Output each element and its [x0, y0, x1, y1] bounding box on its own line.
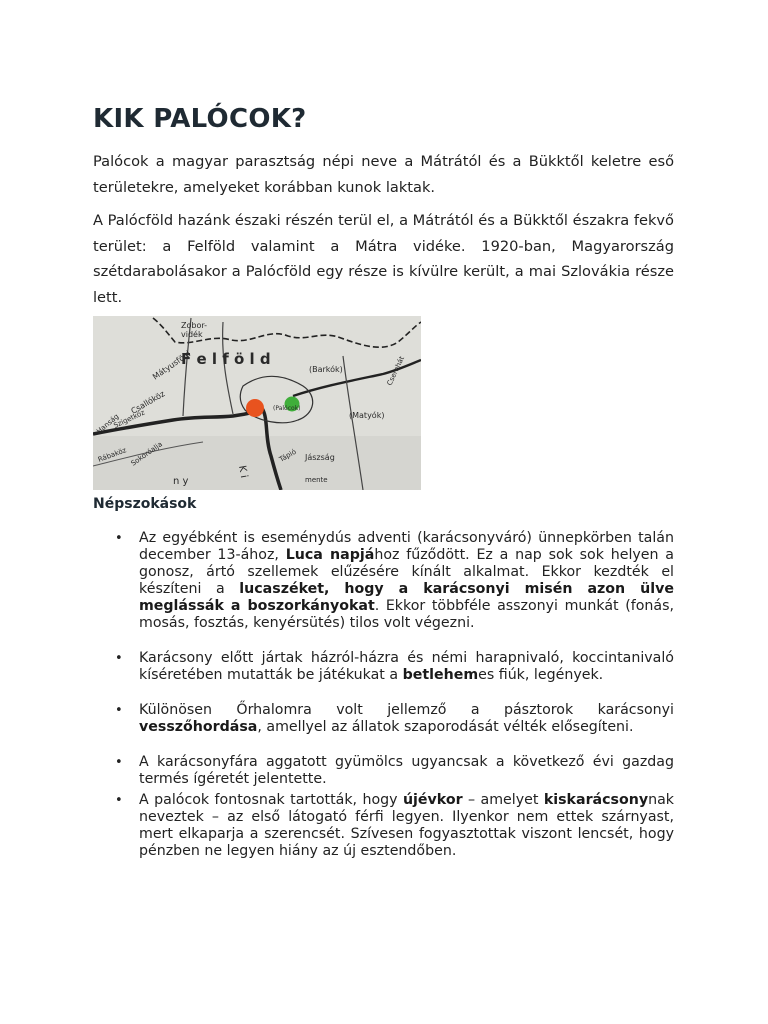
palocfold-paragraph: A Palócföld hazánk északi részén terül el, a Mátrától és a Bükktől északra fekvő terület: a Felföld valamint a Mátra vidéke. 1920-ban, Magyarország szétdarabolásakor a Palócföld egy része is kívülre került, a mai Szlovákia része lett. — [93, 212, 674, 306]
map-label-szigetkoz: Szigetköz — [112, 408, 147, 430]
page-title: KIK PALÓCOK? — [93, 104, 307, 134]
list-item: • Az egyébként is eseménydús adventi (karácsonyváró) ünnepkörben talán december 13-ához, Luca napjához fűződött. Ez a nap sok sok helyen a gonosz, ártó szellemek elűzésére kínált alkalmat. Ekkor kezdték el készíteni a lucaszéket, hogy a karácsonyi misén azon ülve meglássák a boszorkányokat. Ekkor többféle asszonyi munkát (fonás, mosás, fosztás, kenyérsütés) tilos volt végezni. — [93, 530, 674, 632]
map-label-hansag: Hanság — [95, 412, 121, 436]
map-label-matyusfold: Mátyusföld — [150, 349, 193, 382]
map-label-csallokoz: Csallóköz — [129, 389, 167, 416]
map-label-ny: n y — [173, 476, 189, 487]
palocfold-map-image — [93, 316, 421, 490]
customs-list — [93, 530, 674, 860]
map-label-matyok: (Matyók) — [349, 411, 385, 420]
map-label-tapio: Tápió — [278, 447, 298, 464]
map-label-zobor: Zobor- — [181, 321, 208, 330]
map-label-videk: vidék — [181, 330, 203, 339]
section-heading: Népszokások — [93, 496, 197, 512]
map-label-felfold: F e l f ö l d — [181, 350, 271, 368]
list-item: • A palócok fontosnak tartották, hogy újévkor – amelyet kiskarácsonynak neveztek – az első látogató férfi legyen. Ilyenkor nem ettek szárnyast, mert elkaparja a szerencsét. Szívesen fogyasztottak viszont lencsét, hogy pénzben ne legyen hiány az új esztendőben. — [93, 792, 674, 860]
intro-paragraph: Palócok a magyar parasztság népi neve a Mátrától és a Bükktől keletre eső területekre, amelyeket korábban kunok laktak. — [93, 153, 674, 196]
map-label-ki: K i — [236, 464, 250, 479]
map-label-sokoroalja: Sokoróalja — [129, 440, 164, 468]
list-item: • Karácsony előtt jártak házról-házra és némi harapnivaló, koccintanivaló kíséretében mutatták be játékukat a betlehemes fiúk, legények. — [93, 650, 674, 684]
map-label-rabakoz: Rábaköz — [96, 446, 128, 464]
map-label-mente: mente — [305, 476, 328, 484]
map-label-palocok: (Palócok) — [273, 405, 301, 412]
map-label-cserehat: Cserehát — [385, 355, 407, 387]
list-item: • A karácsonyfára aggatott gyümölcs ugyancsak a következő évi gazdag termés ígéretét jelentette. — [93, 754, 674, 788]
map-drawing — [93, 316, 421, 490]
map-label-barkok: (Barkók) — [309, 365, 343, 374]
list-item: • Különösen Őrhalomra volt jellemző a pásztorok karácsonyi vesszőhordása, amellyel az állatok szaporodását vélték elősegíteni. — [93, 702, 674, 736]
red-marker — [246, 399, 264, 417]
map-label-jaszsag: Jászság — [305, 453, 335, 462]
